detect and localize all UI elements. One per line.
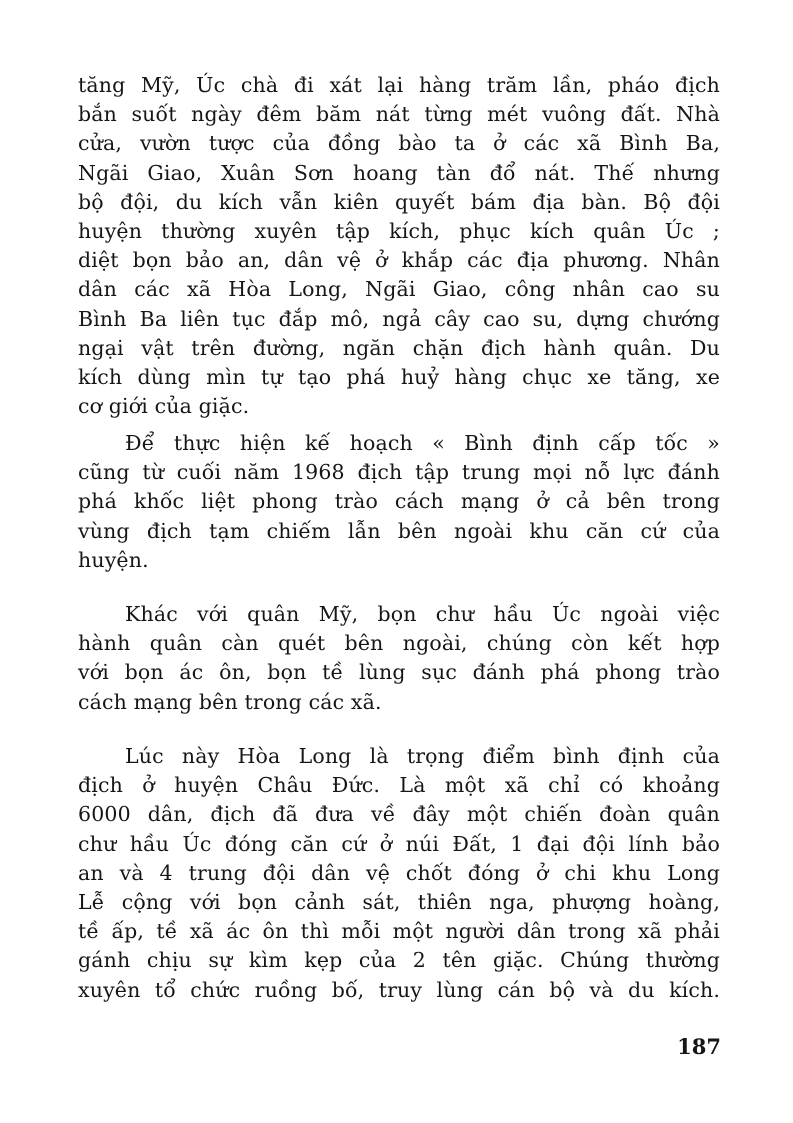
text-line: cách mạng bên trong các xã. [78, 689, 382, 714]
text-line: gánh chịu sự kìm kẹp của 2 tên giặc. Chúng thường [78, 948, 720, 973]
text-line: chư hầu Úc đóng căn cứ ở núi Đất, 1 đại đội lính bảo [78, 831, 720, 856]
text-line: vùng địch tạm chiếm lẫn bên ngoài khu căn cứ của [78, 518, 720, 543]
text-line: bộ đội, du kích vẫn kiên quyết bám địa bàn. Bộ đội [78, 189, 720, 214]
text-line: cửa, vườn tược của đồng bào ta ở các xã Bình Ba, [78, 131, 720, 156]
text-line: huyện. [78, 547, 149, 572]
text-line: huyện thường xuyên tập kích, phục kích quân Úc ; [78, 219, 720, 244]
text-line: tề ấp, tề xã ác ôn thì mỗi một người dân trong xã phải [78, 919, 720, 944]
text-line: địch ở huyện Châu Đức. Là một xã chỉ có khoảng [78, 773, 720, 798]
text-line: 6000 dân, địch đã đưa về đây một chiến đoàn quân [78, 802, 720, 827]
paragraph-1 [78, 71, 720, 421]
text-line: Để thực hiện kế hoạch « Bình định cấp tốc » [125, 431, 720, 455]
text-line: diệt bọn bảo an, dân vệ ở khắp các địa phương. Nhân [78, 248, 720, 273]
text-line: cũng từ cuối năm 1968 địch tập trung mọi nỗ lực đánh [78, 460, 720, 485]
text-line: Lúc này Hòa Long là trọng điểm bình định của [125, 744, 720, 768]
text-line: tăng Mỹ, Úc chà đi xát lại hàng trăm lần, pháo địch [78, 73, 720, 97]
text-line: bắn suốt ngày đêm băm nát từng mét vuông đất. Nhà [78, 102, 720, 127]
text-line: xuyên tổ chức ruồng bố, truy lùng cán bộ và du kích. [78, 977, 720, 1002]
text-line: ngại vật trên đường, ngăn chặn địch hành quân. Du [78, 335, 720, 360]
text-line: Bình Ba liên tục đắp mô, ngả cây cao su, dựng chướng [78, 306, 720, 331]
text-line: Lễ cộng với bọn cảnh sát, thiên nga, phượng hoàng, [78, 890, 720, 915]
text-line: với bọn ác ôn, bọn tề lùng sục đánh phá phong trào [78, 660, 720, 685]
text-line: an và 4 trung đội dân vệ chốt đóng ở chi khu Long [78, 860, 720, 885]
page-number: 187 [677, 1034, 721, 1059]
text-line: Khác với quân Mỹ, bọn chư hầu Úc ngoài việc [125, 602, 720, 626]
text-line: dân các xã Hòa Long, Ngãi Giao, công nhân cao su [78, 277, 720, 302]
text-line: hành quân càn quét bên ngoài, chúng còn kết hợp [78, 631, 720, 656]
text-line: Ngãi Giao, Xuân Sơn hoang tàn đổ nát. Thế nhưng [78, 160, 720, 185]
text-line: kích dùng mìn tự tạo phá huỷ hàng chục xe tăng, xe [78, 365, 720, 390]
text-line: cơ giới của giặc. [78, 394, 250, 419]
paragraph-2 [78, 429, 720, 575]
paragraph-4 [78, 742, 720, 1005]
text-line: phá khốc liệt phong trào cách mạng ở cả bên trong [78, 489, 720, 514]
paragraph-3 [78, 600, 720, 717]
